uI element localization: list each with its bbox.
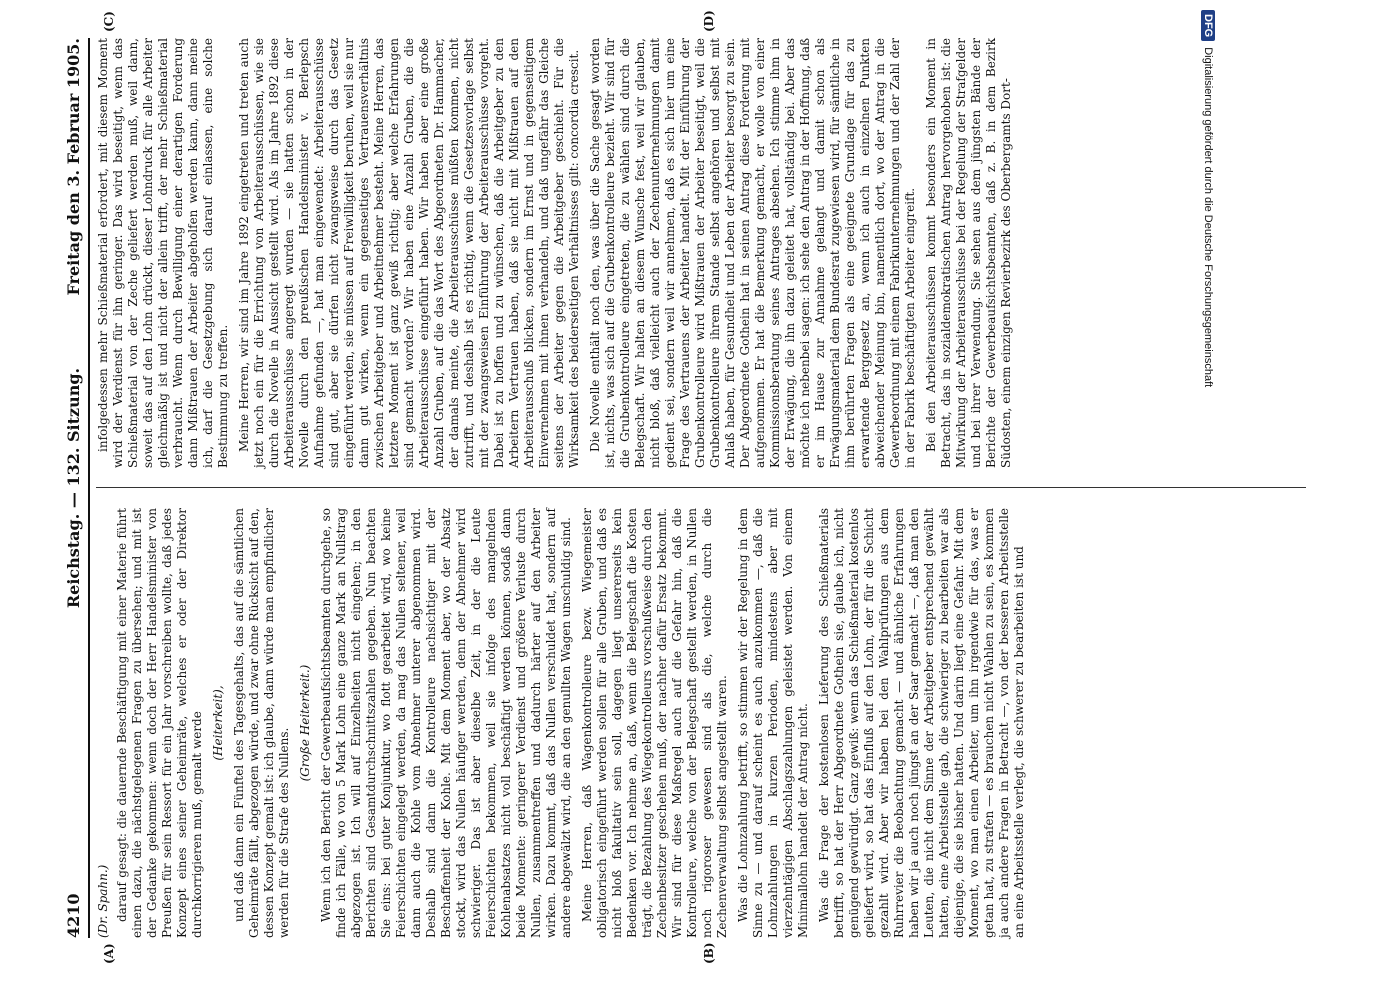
paragraph: Die Novelle enthält noch den, was über die Sache gesagt worden ist, nichts, was sich auf die Grubenkontrolleure bezieht. Wir sind für die Grubenkontrolleure eingetreten, die zu wählen sind durch die Belegschaft. Wir halten an diesem Wunsche fest, weil wir glauben, nicht bloß, daß vielleicht auch der Zechenunternehmungen damit gedient sei, sondern weil wir annehmen, daß es sich hier um eine Frage des Vertrauens der Arbeiter handelt. Mit der Einführung der Grubenkontrolleure wird Mißtrauen der Arbeiter beseitigt, weil die Grubenkontrolleure ihrem Stande selbst angehören und selbst mit Anlaß haben, für Gesundheit und Leben der Arbeiter besorgt zu sein. Der Abgeordnete Gothein hat in seinen Antrag diese Forderung mit aufgenommen. Er hat die Bemerkung gemacht, er wolle von einer Kommissionsberatung seines Antrages absehen. Ich stimme ihm in der Erwägung, die ihn dazu geleitet hat, vollständig bei. Aber das möchte ich nebenbei sagen: ich sehe den Antrag in der Hoffnung, daß er im Hause zur Annahme gelangt und damit schon als Erwägungsmaterial dem Bundesrat zugewiesen wird, für sämtliche in ihm berührten Fragen als eine geeignete Grundlage für das zu erwartende Berggesetz an, wenn ich auch in einzelnen Punkten abweichender Meinung bin, namentlich dort, wo der Antrag in die Gewerbeordnung mit einem Fabrikunternehmungen und der Zahl der in der Fabrik beschäftigten Arbeiter eingreift. — [588, 38, 917, 468]
page-number: 4210 — [64, 893, 83, 938]
paragraph: Wenn ich den Bericht der Gewerbeaufsichtsbeamten durchgehe, so finde ich Fälle, wo von 5 Mark Lohn eine ganze Mark an Nullstrag abgezogen ist. Ich will auf Einzelheiten nicht eingehen; in den Berichten sind Gesamtdurchschnittszahlen gegeben. Nun beachten Sie eins: bei guter Konjunktur, wo flott gearbeitet wird, wo keine Feierschichten eingelegt werden, da mag das Nullen seltener, weil dann auch die Kohle vom Abnehmer unterer abgenommen wird. Deshalb sind dann die Kontrolleure nachsichtiger mit der Beschaffenheit der Kohle. Mit dem Moment aber, wo der Absatz stockt, wird das Nullen häufiger werden, denn der Abnehmer wird schwieriger. Das ist aber dieselbe Zeit, in der die Leute Feierschichten bekommen, weil sie infolge des mangelnden Kohlenabsatzes nicht voll beschäftigt werden können, sodaß dann beide Momente: geringerer Verdienst und größere Verluste durch Nullen, zusammentreffen und dadurch härter auf den Arbeiter wirken. Dazu kommt, daß das Nullen verschuldet hat, sondern auf andere abgewälzt wird, die an den genullten Wagen unschuldig sind. — [319, 508, 573, 938]
paragraph: Bei den Arbeiterausschüssen kommt besonders ein Moment in Betracht, das in sozialdemokratischen Antrag hervorgehoben ist: die Mitwirkung der Arbeiterausschüsse bei der Regelung der Strafgelder und bei ihrer Verwendung. Sie sehen aus dem jüngsten Bände der Berichte der Gewerbeaufsichtsbeamten, daß z. B. in dem Bezirk Südosten, einem einzigen Revierbezirk des Oberbergamts Dort- — [924, 38, 1013, 468]
session-title: Reichstag. — 132. Sitzung. — [64, 367, 83, 609]
stage-note: (Heiterkeit), — [211, 685, 225, 761]
stage-note: (Große Heiterkeit.) — [298, 664, 312, 782]
paragraph: Meine Herren, wir sind im Jahre 1892 eingetreten und treten auch jetzt noch ein für die Errichtung von Arbeiterausschüssen, wie sie durch die Novelle in Aussicht gestellt wird. Als im Jahre 1892 diese Arbeiterausschüsse angeregt wurden — sie hatten schon in der Novelle durch den preußischen Handelsminister v. Berlepsch Aufnahme gefunden —, hat man eingewendet: Arbeiterausschüsse sind gut, aber sie dürfen nicht zwangsweise durch das Gesetz eingeführt werden, sie müssen auf Freiwilligkeit beruhen, weil sie nur dann gut wirken, wenn ein gegenseitiges Vertrauensverhältnis zwischen Arbeitgeber und Arbeitnehmer besteht. Meine Herren, das letztere Moment ist ganz gewiß richtig; aber welche Erfahrungen sind gemacht worden? Wir haben eine Anzahl Gruben, die die Arbeiterausschüsse eingeführt haben. Wir haben aber eine große Anzahl Gruben, auf die das Wort des Abgeordneten Dr. Hammacher, der damals meinte, die Arbeiterausschüsse müßten kommen, nicht zutrifft, und deshalb ist es richtig, wenn die Gesetzesvorlage selbst mit der zwangsweisen Einführung der Arbeiterausschüsse vorgeht. Dabei ist zu hoffen und zu wünschen, daß die Arbeitgeber zu den Arbeitern Vertrauen haben, daß sie nicht mit Mißtrauen auf den Arbeiterausschuß blicken, sondern im Ernst und in gegenseitigem Einvernehmen mit ihnen verhandeln, und daß ungefähr das Gleiche seitens der Arbeiter gegen die Arbeitgeber geschieht. Für die Wirksamkeit des beiderseitigen Verhältnisses gilt: concordia crescit. — [237, 38, 581, 468]
paragraph: Was die Frage der kostenlosen Lieferung des Schießmaterials betrifft, so hat der Herr Abgeordnete Gothein sie, glaube ich, nicht genügend gewürdigt. Ganz gewiß: wenn das Schießmaterial kostenlos geliefert wird, so hat das Einfluß auf den Lohn, der für die Schicht gezahlt wird. Aber wir haben bei den Wahlprüfungen aus dem Ruhrrevier die Beobachtung gemacht — und ähnliche Erfahrungen haben wir ja auch noch jüngst an der Saar gemacht —, daß man den Leuten, die nicht dem Sinne der Arbeitgeber entsprechend gewählt hatten, eine Arbeitsstelle gab, die schwieriger zu bearbeiten war als diejenige, die sie bisher hatten. Und darin liegt eine Gefahr. Mit dem Moment, wo man einen Arbeiter, um ihn irgendwie für das, was er getan hat, zu strafen — es brauchen nicht Wahlen zu sein, es kommen ja auch andere Fragen in Betracht —, von der besseren Arbeitsstelle an eine Arbeitsstelle verlegt, die schwerer zu bearbeiten ist und — [817, 508, 1026, 938]
paragraph: und daß dann ein Fünftel des Tagesgehalts, das auf die sämtlichen Geheimräte fällt, abgezogen würde, und zwar ohne Rücksicht auf den, dessen Konzept gemalt ist: ich glaube, dann würde man empfindlicher werden für die Strafe des Nullens. — [232, 508, 291, 938]
margin-marker-a: (A) — [102, 943, 116, 964]
column-divider — [96, 487, 1306, 488]
paragraph: Was die Lohnzahlung betrifft, so stimmen wir der Regelung in dem Sinne zu — und darauf scheint es auch anzukommen —, daß die Lohnzahlungen in kurzen Perioden, mindestens aber mit vierzehntägigen Abschlagszahlungen geleistet werden. Von einem Minimallohn handelt der Antrag nicht. — [736, 508, 810, 938]
margin-marker-d: (D) — [702, 10, 716, 32]
paragraph: Meine Herren, daß Wagenkontrolleure bezw. Wiegemeister obligatorisch eingeführt werden sollen für alle Gruben, und daß es nicht bloß fakultativ sein soll, dagegen liegt unsererseits kein Bedenken vor. Ich nehme an, daß, wenn die Belegschaft die Kosten trägt, die Bezahlung des Wiegekontrolleurs vorschußweise durch den Zechenbesitzer geschehen muß, der nachher dafür Ersatz bekommt. Wir sind für diese Maßregel auch auf die Gefahr hin, daß die Kontrolleure, welche von der Belegschaft gestellt werden, in Nullen noch rigoroser gewesen sind als die, welche durch die Zechenverwaltung selbst angestellt waren. — [580, 508, 729, 938]
right-column — [96, 38, 1020, 468]
page-header — [62, 38, 90, 938]
margin-marker-b: (B) — [702, 942, 716, 964]
margin-marker-c: (C) — [102, 11, 116, 32]
paragraph: darauf gesagt: die dauernde Beschäftigung mit einer Materie führt einen dazu, die nächstgelegenen Fragen zu übersehen; und mit ist der Gedanke gekommen: wenn doch der Herr Handelsminister von Preußen für sein Ressort für ein Jahr vorschreiben wollte, daß jedes Konzept eines seiner Geheimräte, welches er oder der Direktor durchkorrigieren muß, gemalt werde — [115, 508, 204, 938]
dfg-logo: DFG — [1201, 10, 1215, 41]
session-date: Freitag den 3. Februar 1905. — [64, 38, 83, 296]
credit-text: Digitalisierung gefördert durch die Deutsche Forschungsgemeinschaft — [1202, 47, 1214, 388]
paragraph: infolgedessen mehr Schießmaterial erfordert, mit diesem Moment wird der Verdienst für ihn geringer. Das wird beseitigt, wenn das Schießmaterial von der Zeche geliefert werden muß, weil dann, soweit das auf den Lohn drückt, dieser Lohndruck für alle Arbeiter gleichmäßig ist und nicht der allein trifft, der mehr Schießmaterial verbraucht. Wenn durch Bewilligung einer derartigen Forderung dann Mißtrauen der Arbeiter abgeholfen werden kann, dann meine ich, darf die Gesetzgebung sich darauf einlassen, eine solche Bestimmung zu treffen. — [96, 38, 230, 468]
digitization-credit — [1197, 10, 1215, 990]
left-column — [96, 508, 1033, 938]
speaker-label: (Dr. Spahn.) — [96, 864, 110, 938]
